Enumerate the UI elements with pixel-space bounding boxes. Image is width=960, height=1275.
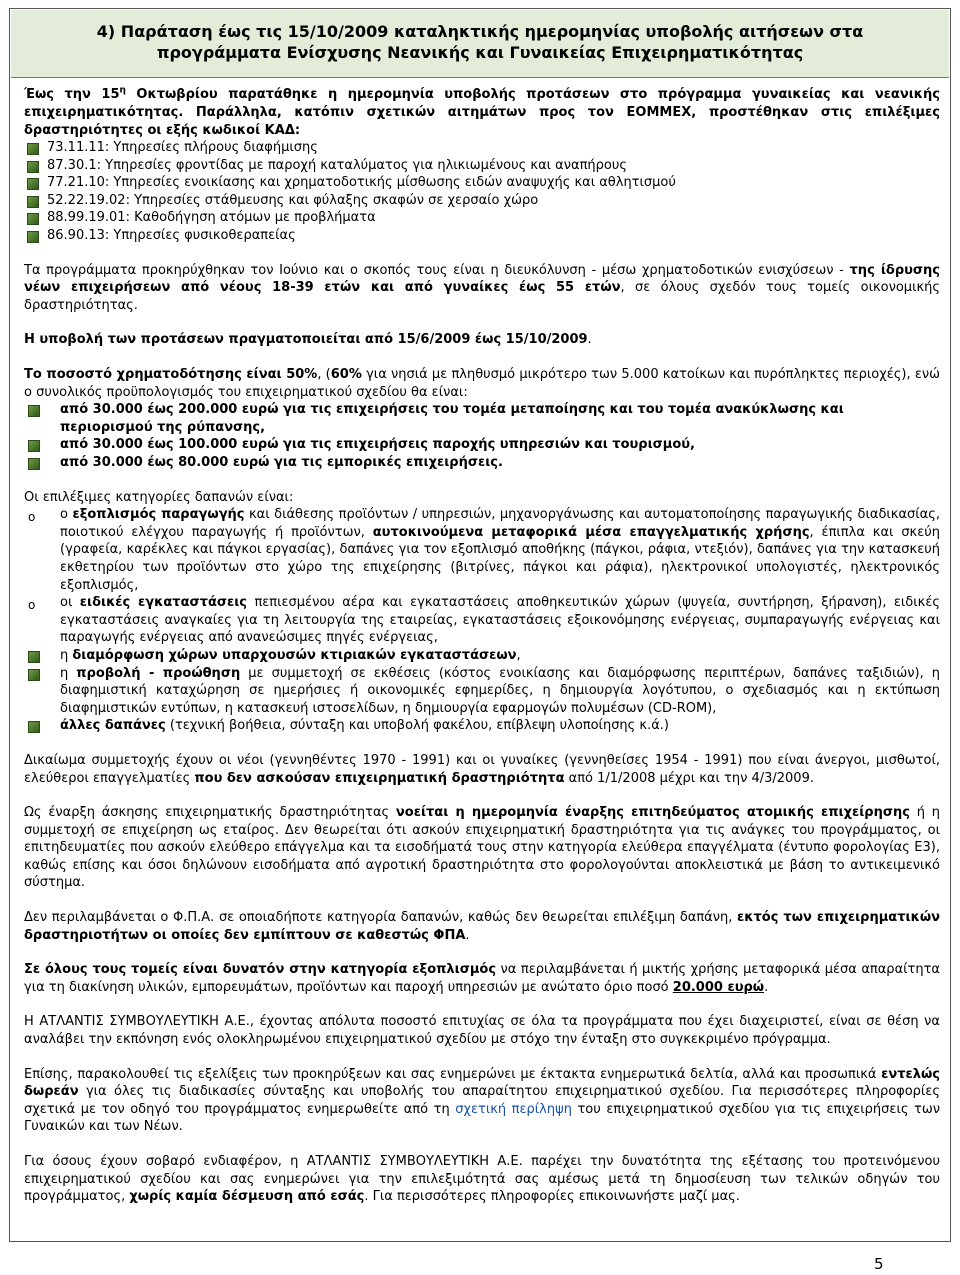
list-item: 87.30.1: Υπηρεσίες φροντίδας με παροχή καταλύματος για ηλικιωμένους και αναπήρους	[24, 157, 940, 175]
vehicles-paragraph: Σε όλους τους τομείς είναι δυνατόν στην κατηγορία εξοπλισμός να περιλαμβάνεται ή μικτής χρήσης μεταφορικά μέσα απαραίτητα για τη διακίνηση υλικών, εμπορευμάτων, προϊόντων και παροχή υπηρεσιών με ανώτατο όριο ποσό 20.000 ευρώ.	[24, 962, 940, 995]
bullet-square-icon	[28, 458, 40, 470]
summary-link[interactable]: σχετική περίληψη	[455, 1101, 572, 1117]
rights-paragraph: Δικαίωμα συμμετοχής έχουν οι νέοι (γεννηθέντες 1970 - 1991) και οι γυναίκες (γεννηθείσες 1954 - 1991) που είναι άνεργοι, μισθωτοί, ελεύθεροι επαγγελματίες που δεν ασκούσαν επιχειρηματική δραστηριότητα από 1/1/2008 μέχρι και την 4/3/2009.	[24, 752, 940, 786]
bullet-circle-icon: o	[28, 510, 36, 525]
programs-paragraph: Τα προγράμματα προκηρύχθηκαν τον Ιούνιο και ο σκοπός τους είναι η διευκόλυνση - μέσω χρηματοδοτικών ενισχύσεων - της ίδρυσης νέων επιχειρήσεων από νέους 18-39 ετών και από γυναίκες έως 55 ετών, σε όλους σχεδόν τους τομείς οικονομικής δραστηριότητας.	[24, 262, 941, 313]
expenses-intro: Οι επιλέξιμες κατηγορίες δαπανών είναι:	[24, 489, 294, 505]
start-paragraph: Ως έναρξη άσκησης επιχειρηματικής δραστηριότητας νοείται η ημερομηνία έναρξης επιτηδεύματος ατομικής επιχείρησης ή η συμμετοχή σε επιχείρηση ως εταίρος. Δεν θεωρείται ότι ασκούν επιχειρηματική δραστηριότητα για τις ανάγκες του προγράμματος, οι επιτηδευματίες που ασκούν ελεύθερο επάγγελμα και τα εισοδήματά τους στην κατηγορία ελεύθερα επαγγέλματα (έντυπο φορολογίας Ε3), καθώς επίσης και όσοι δηλώνουν εισοδήματα από αγροτική δραστηριότητα στο φορολογούνται αποκλειστικά με βάση το αντικειμενικό σύστημα.	[24, 805, 940, 891]
atlantis-paragraph: Η ΑΤΛΑΝΤΙΣ ΣΥΜΒΟΥΛΕΥΤΙΚΗ Α.Ε., έχοντας απόλυτα ποσοστό επιτυχίας σε όλα τα προγράμματα που έχει διαχειριστεί, είναι σε θέση να αναλάβει την εκπόνηση ενός ολοκληρωμένου επιχειρηματικού σχεδίου με στόχο την ένταξη στο συγκεκριμένο πρόγραμμα.	[24, 1014, 940, 1048]
list-item: από 30.000 έως 100.000 ευρώ για τις επιχειρήσεις παροχής υπηρεσιών και τουρισμού,	[24, 436, 940, 454]
list-item: 52.22.19.02: Υπηρεσίες στάθμευσης και φύλαξης σκαφών σε χερσαίο χώρο	[24, 192, 940, 210]
article-body	[24, 83, 940, 1206]
title-line-1: 4) Παράταση έως τις 15/10/2009 καταληκτικής ημερομηνίας υποβολής αιτήσεων στα	[96, 22, 864, 41]
bullet-square-icon	[27, 213, 39, 225]
bullet-square-icon	[28, 651, 40, 663]
title-line-2: προγράμματα Ενίσχυσης Νεανικής και Γυναικείας Επιχειρηματικότητας	[156, 43, 804, 62]
bullet-square-icon	[28, 669, 40, 681]
list-item: 77.21.10: Υπηρεσίες ενοικίασης και χρηματοδοτικής μίσθωσης ειδών αναψυχής και αθλητισμού	[24, 174, 940, 192]
intro-paragraph: Έως την $15^\eta$ Οκτωβρίου παρατάθηκε η ημερομηνία υποβολής προτάσεων στο πρόγραμμα γυναικείας και νεανικής επιχειρηματικότητας. Παράλληλα, κατόπιν σχετικών αιτημάτων προς τον ΕΟΜΜΕΧ, προστέθηκαν στις επιλέξιμες δραστηριότητες οι εξής κωδικοί ΚΑΔ:	[24, 86, 940, 138]
budget-list	[24, 401, 940, 471]
bullet-square-icon	[28, 405, 40, 417]
list-item: o ο εξοπλισμός παραγωγής και διάθεσης προϊόντων / υπηρεσιών, μηχανοργάνωσης και αυτοματοποίησης παραγωγικής διαδικασίας, ποιοτικού ελέγχου παραγωγής ή προϊόντων, αυτοκινούμενα μεταφορικά μέσα επαγγελματικής χρήσης, έπιπλα και σκεύη (γραφεία, καρέκλες και πάγκοι εργασίας), δαπάνες για τον εξοπλισμό αποθήκης (πάγκοι, ράφια, ντεξιόν), δαπάνες για την κατασκευή εκθετηρίου των προϊόντων στο χώρο της επιχείρησης (βιτρίνες, πάγκοι και ράφια), ηλεκτρονικοί υπολογιστές, ηλεκτρονικός εξοπλισμός,	[28, 507, 941, 593]
bullet-circle-icon: o	[28, 598, 36, 613]
list-item: από 30.000 έως 200.000 ευρώ για τις επιχειρήσεις του τομέα μεταποίησης και του τομέα ανακύκλωσης και περιορισμού της ρύπανσης,	[24, 401, 940, 436]
bullet-square-icon	[27, 196, 39, 208]
bullet-square-icon	[27, 143, 39, 155]
funding-paragraph: Το ποσοστό χρηματοδότησης είναι 50%, (60% για νησιά με πληθυσμό μικρότερο των 5.000 κατοίκων και πυρόπληκτες περιοχές), ενώ ο συνολικός προϋπολογισμός του επιχειρηματικού σχεδίου θα είναι:	[24, 367, 941, 400]
bullet-square-icon	[27, 231, 39, 243]
list-item: 88.99.19.01: Καθοδήγηση ατόμων με προβλήματα	[24, 209, 940, 227]
list-item: η προβολή - προώθηση με συμμετοχή σε εκθέσεις (κόστος ενοικίασης και διαμόρφωσης περιπτέρων, δαπάνες ταξιδιών), η διαφημιστική καταχώρηση σε ημερήσιες ή οικονομικές εφημερίδες, η δημιουργία λογότυπου, ο σχεδιασμός και η εκτύπωση διαφημιστικών εντύπων, η κατασκευή ιστοσελίδων, η δημιουργία εφαρμογών πολυμέσων (CD-ROM),	[24, 665, 940, 718]
vat-paragraph: Δεν περιλαμβάνεται ο Φ.Π.Α. σε οποιαδήποτε κατηγορία δαπανών, καθώς δεν θεωρείται επιλέξιμη δαπάνη, εκτός των επιχειρηματικών δραστηριοτήτων οι οποίες δεν εμπίπτουν σε καθεστώς ΦΠΑ.	[24, 910, 940, 943]
expenses-list	[24, 506, 940, 735]
bullet-square-icon	[28, 721, 40, 733]
submission-paragraph: Η υποβολή των προτάσεων πραγματοποιείται από 15/6/2009 έως 15/10/2009.	[24, 332, 592, 348]
page-frame	[9, 8, 951, 1242]
list-item: από 30.000 έως 80.000 ευρώ για τις εμπορικές επιχειρήσεις.	[24, 454, 940, 472]
kad-code-list	[24, 139, 940, 245]
seminars-paragraph: Επίσης, παρακολουθεί τις εξελίξεις των προκηρύξεων και σας ενημερώνει με έκτακτα ενημερωτικά δελτία, αλλά και προσωπικά εντελώς δωρεάν για όλες τις διαδικασίες σύνταξης και υποβολής του απαραίτητου επιχειρηματικού σχεδίου. Για περισσότερες πληροφορίες σχετικά με τον οδηγό του προγράμματος ενημερωθείτε από τη σχετική περίληψη του επιχειρηματικού σχεδίου για τις επιχειρήσεις των Γυναικών και των Νέων.	[24, 1066, 940, 1135]
bullet-square-icon	[28, 440, 40, 452]
list-item: άλλες δαπάνες (τεχνική βοήθεια, σύνταξη και υποβολή φακέλου, επίβλεψη υλοποίησης κ.ά.)	[24, 717, 940, 735]
page-number: 5	[874, 1255, 884, 1273]
list-item: η διαμόρφωση χώρων υπαρχουσών κτιριακών εγκαταστάσεων,	[24, 647, 940, 665]
list-item: 73.11.11: Υπηρεσίες πλήρους διαφήμισης	[24, 139, 940, 157]
list-item: 86.90.13: Υπηρεσίες φυσικοθεραπείας	[24, 227, 940, 245]
bullet-square-icon	[27, 161, 39, 173]
bullet-square-icon	[27, 178, 39, 190]
list-item: o οι ειδικές εγκαταστάσεις πεπιεσμένου αέρα και εγκαταστάσεις αποθηκευτικών χώρων (ψυγεία, συντήρηση, ξήρανση), ειδικές εγκαταστάσεις αναγκαίες για τη λειτουργία της εταιρείας, εγκαταστάσεις εξοικονόμησης ενέργειας, συμπαραγωγής ενέργειας και παραγωγής ενέργειας από ανανεώσιμες πηγές ενέργειας,	[28, 595, 940, 646]
section-title	[11, 10, 949, 78]
contact-paragraph: Για όσους έχουν σοβαρό ενδιαφέρον, η ΑΤΛΑΝΤΙΣ ΣΥΜΒΟΥΛΕΥΤΙΚΗ Α.Ε. παρέχει την δυνατότητα της εξέτασης του προτεινόμενου επιχειρηματικού σχεδίου και σας ενημερώνει για την επιλεξιμότητά σας αμέσως μετά τη δημοσίευση των τελικών οδηγών του προγράμματος, χωρίς καμία δέσμευση από εσάς. Για περισσότερες πληροφορίες επικοινωνήστε μαζί μας.	[24, 1154, 940, 1205]
